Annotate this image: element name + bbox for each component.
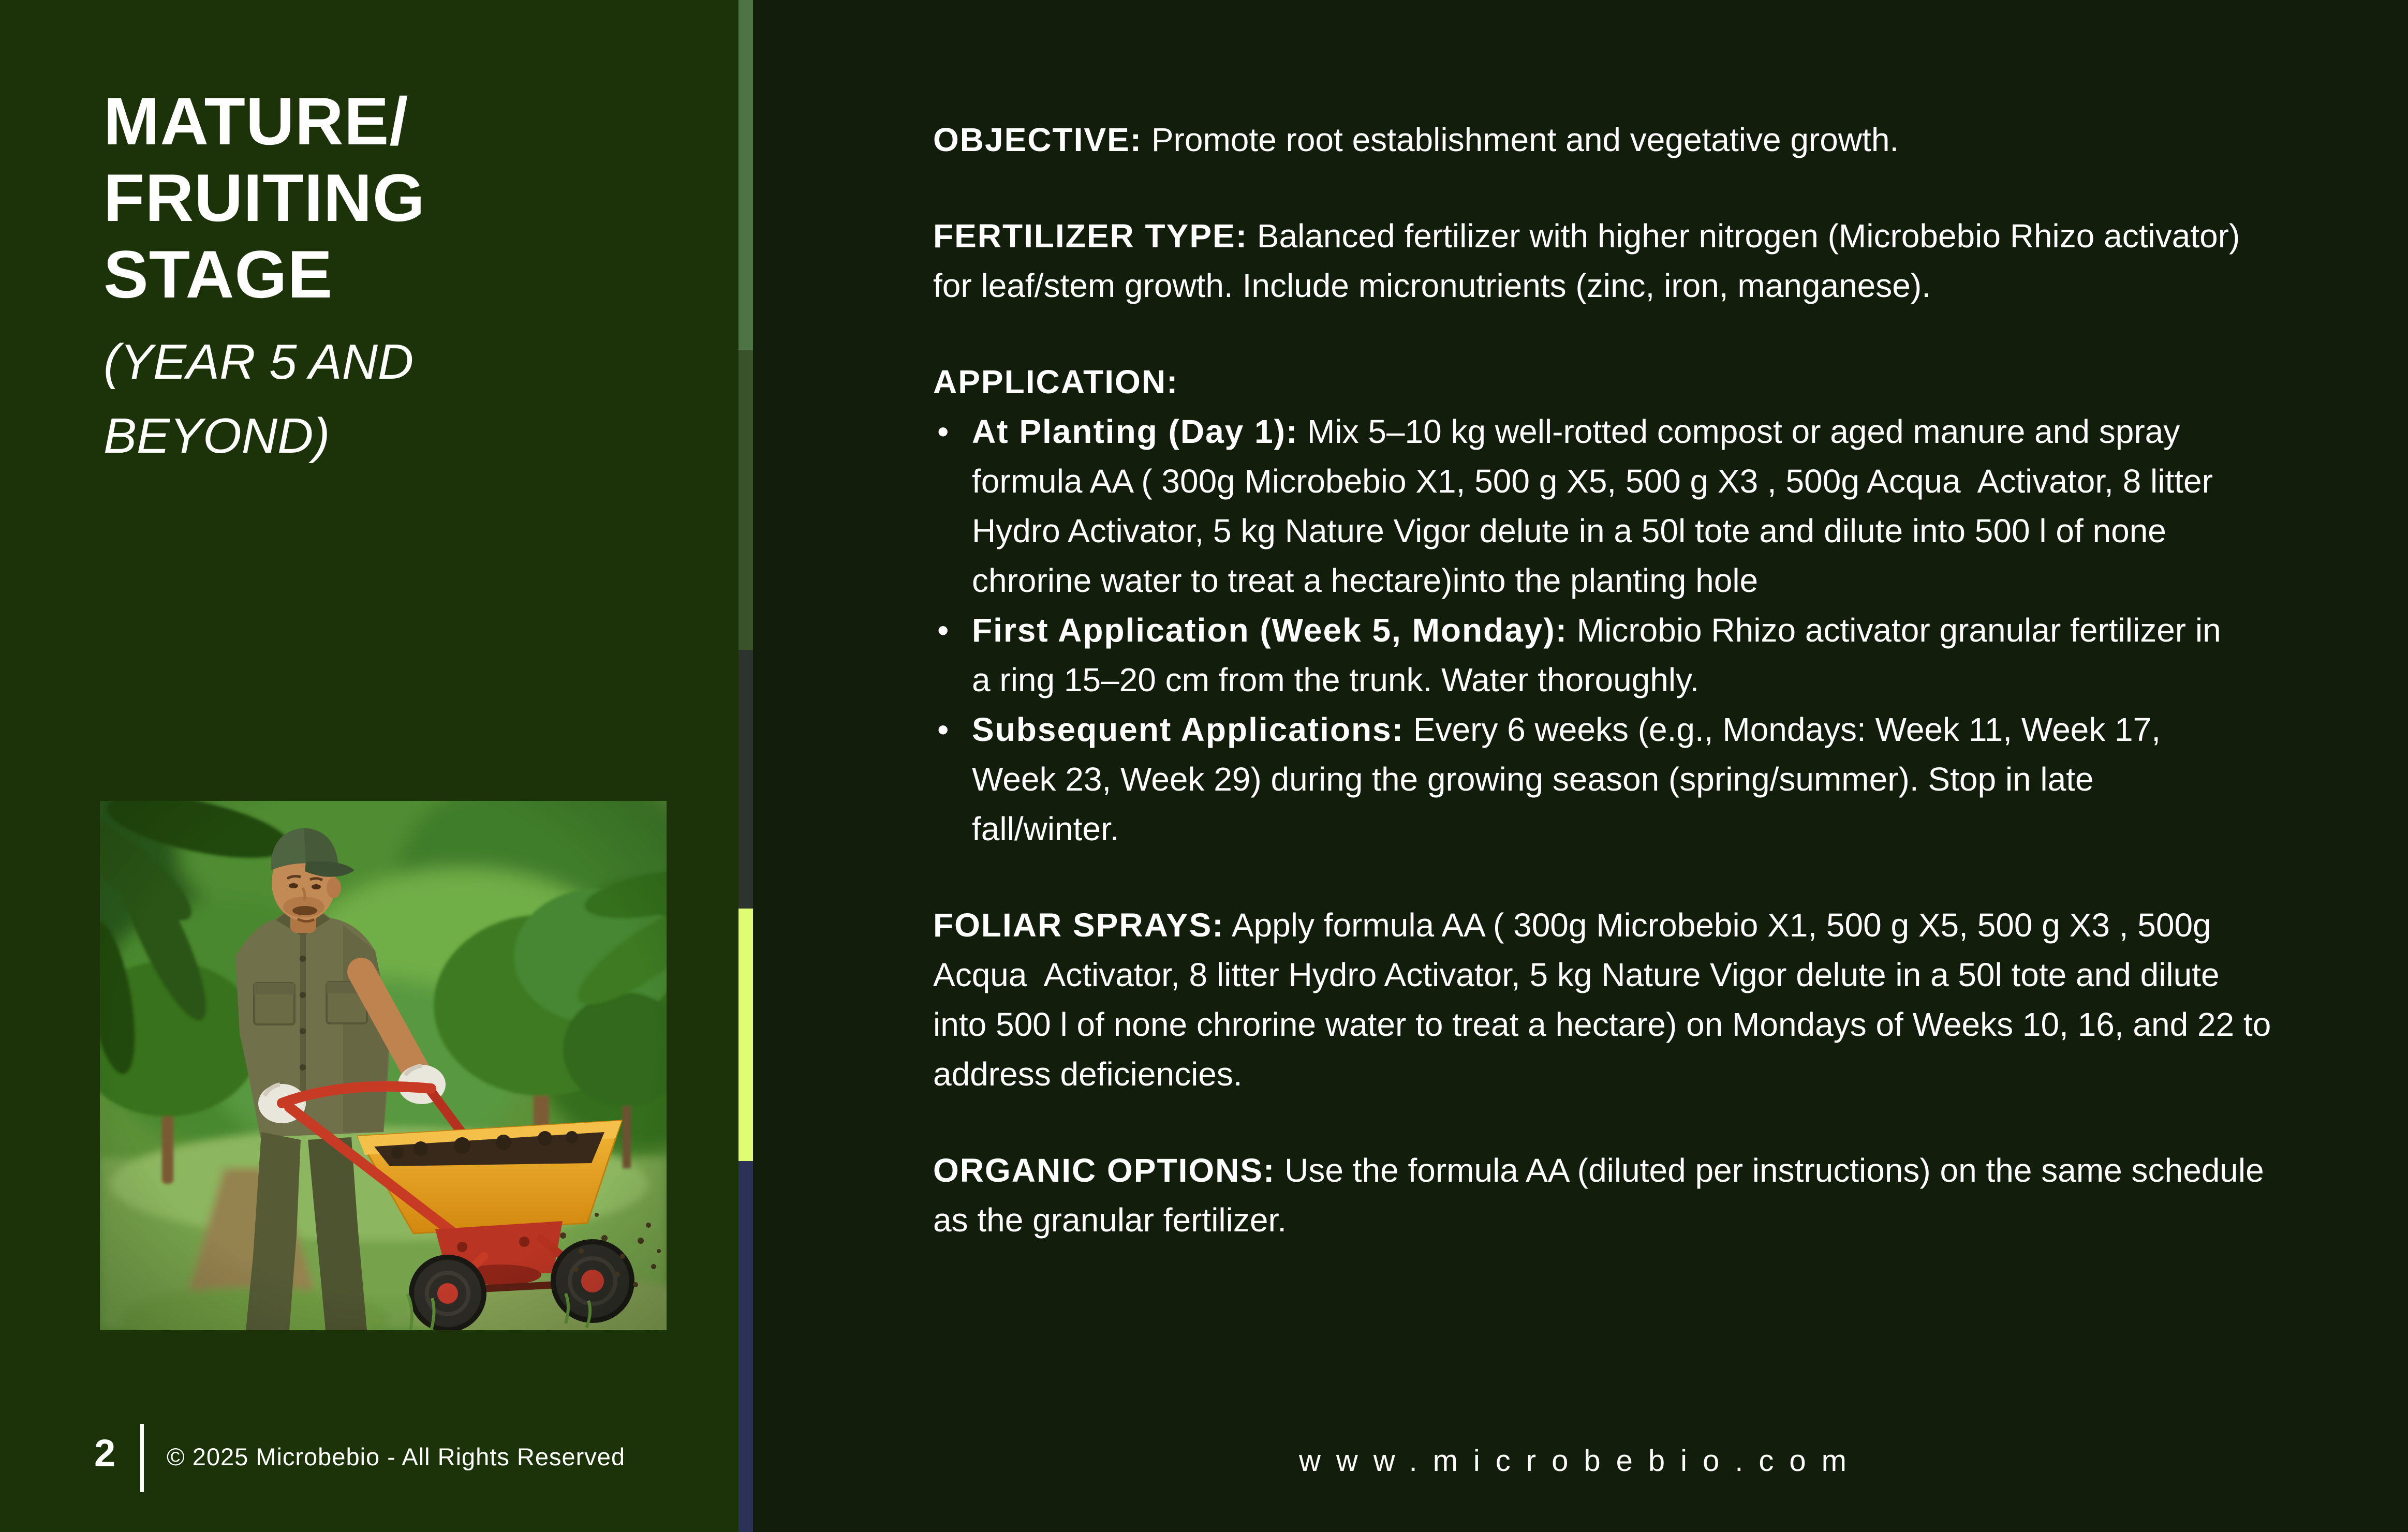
title-line-1: MATURE/: [104, 83, 409, 159]
page-number: 2: [94, 1432, 116, 1475]
application-item-label: First Application (Week 5, Monday):: [972, 612, 1568, 649]
foliar-sprays-label: FOLIAR SPRAYS:: [933, 906, 1224, 944]
copyright-text: © 2025 Microbebio - All Rights Reserved: [167, 1443, 626, 1470]
fertilizer-type-label: FERTILIZER TYPE:: [933, 217, 1248, 255]
title-line-3: STAGE: [104, 236, 333, 312]
fertilizer-type-text: Balanced fertilizer with higher nitrogen (Microbebio Rhizo activator) for leaf/stem growth. Include micronutrients (zinc, iron, manganese).: [933, 217, 2250, 304]
application-item-text: Every 6 weeks (e.g., Mondays: Week 11, Week 17, Week 23, Week 29) during the growing season (spring/summer). Stop in late fall/winter.: [972, 711, 2170, 847]
page-title: [104, 83, 425, 313]
orchard-photo-illustration: [100, 801, 667, 1330]
accent-strip-segment-3: [738, 650, 753, 909]
sidebar: [0, 0, 738, 1532]
accent-strip: [738, 0, 753, 1532]
application-item-text: Mix 5–10 kg well-rotted compost or aged manure and spray formula AA ( 300g Microbebio X1, 500 g X5, 500 g X3 , 500g Acqua Activator, 8 litter Hydro Activator, 5 kg Nature Vigor delute in a 50l tote and dilute into 500 l of none chrorine water to treat a hectare)into the planting hole: [972, 413, 2222, 599]
application-item-label: At Planting (Day 1):: [972, 413, 1298, 450]
subtitle-line-2: BEYOND): [104, 408, 330, 464]
section-fertilizer-type: [933, 211, 2273, 310]
title-line-2: FRUITING: [104, 160, 425, 235]
application-item-at-planting: [933, 407, 2273, 605]
bullet-icon: •: [937, 711, 949, 748]
bullet-icon: •: [937, 413, 949, 450]
accent-strip-segment-4: [738, 909, 753, 1161]
application-item-text: Microbio Rhizo activator granular fertilizer in a ring 15–20 cm from the trunk. Water thoroughly.: [972, 612, 2230, 698]
application-item-first-application: [933, 605, 2273, 705]
application-list: [933, 407, 2273, 854]
accent-strip-segment-2: [738, 350, 753, 650]
bullet-icon: •: [937, 612, 949, 649]
objective-text: Promote root establishment and vegetative growth.: [1151, 121, 1899, 158]
website-url[interactable]: www.microbebio.com: [1299, 1444, 1862, 1478]
foliar-sprays-text: Apply formula AA ( 300g Microbebio X1, 500 g X5, 500 g X3 , 500g Acqua Activator, 8 litter Hydro Activator, 5 kg Nature Vigor delute in a 50l tote and dilute into 500 l of none chrorine water to treat a hectare) on Mondays of Weeks 10, 16, and 22 to address deficiencies.: [933, 906, 2281, 1093]
objective-label: OBJECTIVE:: [933, 121, 1143, 158]
footer-divider: [140, 1424, 144, 1492]
page-subtitle: [104, 325, 413, 473]
subtitle-line-1: (YEAR 5 AND: [104, 334, 414, 390]
main-content: [933, 115, 2281, 1291]
section-objective: [933, 115, 2273, 165]
organic-options-text: Use the formula AA (diluted per instructions) on the same schedule as the granular fertilizer.: [933, 1152, 2273, 1239]
application-item-label: Subsequent Applications:: [972, 711, 1404, 748]
orchard-photo: [100, 801, 667, 1330]
accent-strip-segment-5: [738, 1161, 753, 1532]
application-label: APPLICATION:: [933, 363, 1179, 400]
accent-strip-segment-1: [738, 0, 753, 350]
organic-options-label: ORGANIC OPTIONS:: [933, 1152, 1276, 1189]
photo-vignette: [100, 801, 667, 1330]
section-application: [933, 357, 2273, 854]
section-organic-options: [933, 1146, 2273, 1245]
section-foliar-sprays: [933, 900, 2281, 1099]
application-item-subsequent-applications: [933, 705, 2273, 854]
